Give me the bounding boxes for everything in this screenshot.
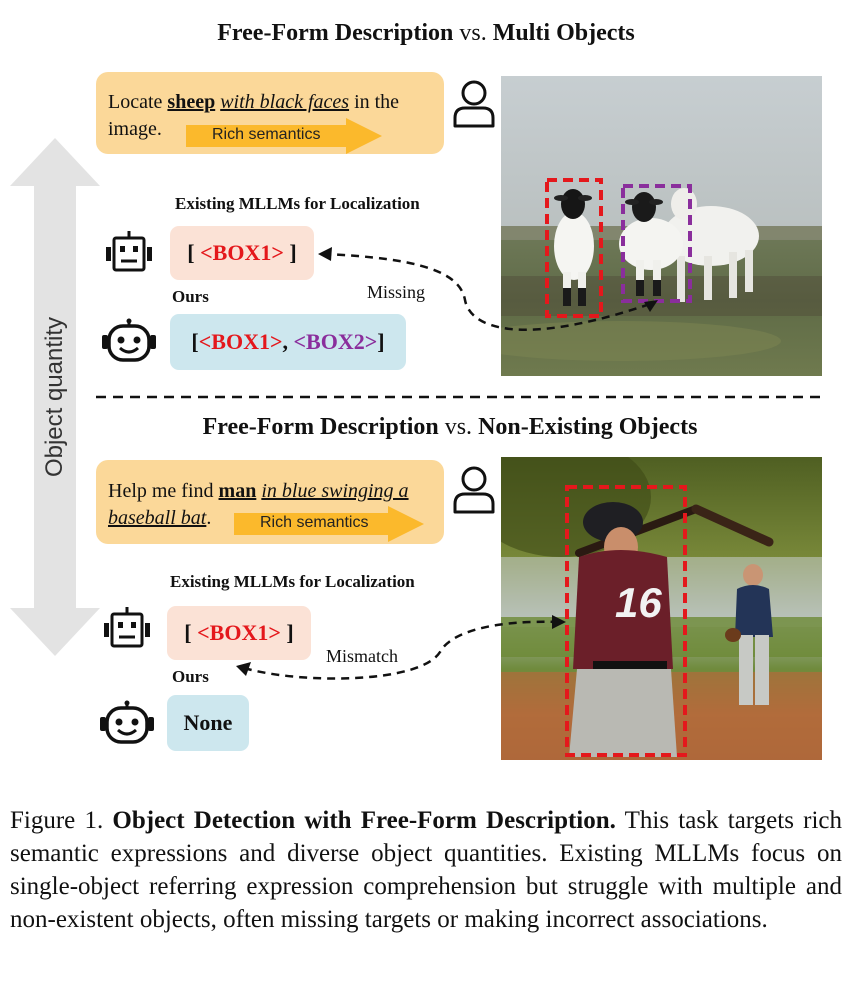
section2-mismatch-curve — [0, 560, 852, 720]
section1-existing-answer: [ <BOX1> ] — [170, 226, 314, 280]
caption-body: This task targets rich semantic expressions and diverse object quantities. Existing MLLMs focus on single-object referring expression comprehension but struggle with multiple and non-existent objects, often missing targets or making incorrect associations. — [10, 807, 842, 933]
section1-missing-note: Missing — [367, 282, 426, 302]
figure-caption — [10, 804, 842, 936]
caption-title: Object Detection with Free-Form Description. — [112, 807, 616, 834]
section2-ours-label: Ours — [172, 667, 209, 686]
section2-query-text: Help me find man in blue swinging a baseball bat. — [108, 480, 409, 529]
jersey-number: 16 — [615, 579, 662, 626]
section2-existing-answer: [ <BOX1> ] — [167, 606, 311, 660]
section2-mismatch-note: Mismatch — [326, 646, 398, 666]
caption-prefix: Figure 1. — [10, 807, 104, 834]
rich-semantics-label-2: Rich semantics — [260, 514, 369, 531]
person-icon — [452, 466, 496, 514]
section1-ours-answer: [ <BOX1> , <BOX2> ] — [170, 314, 406, 370]
section1-ours-label: Ours — [172, 287, 209, 306]
section1-missing-curve — [0, 0, 852, 400]
section-divider — [96, 394, 822, 400]
section2-existing-label: Existing MLLMs for Localization — [170, 572, 415, 591]
object-quantity-label: Object quantity — [41, 316, 68, 478]
section1-heading: Free-Form Description vs. Multi Objects — [217, 20, 635, 46]
section1-existing-label: Existing MLLMs for Localization — [175, 194, 420, 213]
section1-query-text: Locate sheep with black faces in the image. — [108, 91, 400, 140]
section2-ours-answer: None — [167, 695, 249, 751]
section2-heading: Free-Form Description vs. Non-Existing Objects — [202, 414, 698, 440]
rich-semantics-label: Rich semantics — [212, 126, 321, 143]
